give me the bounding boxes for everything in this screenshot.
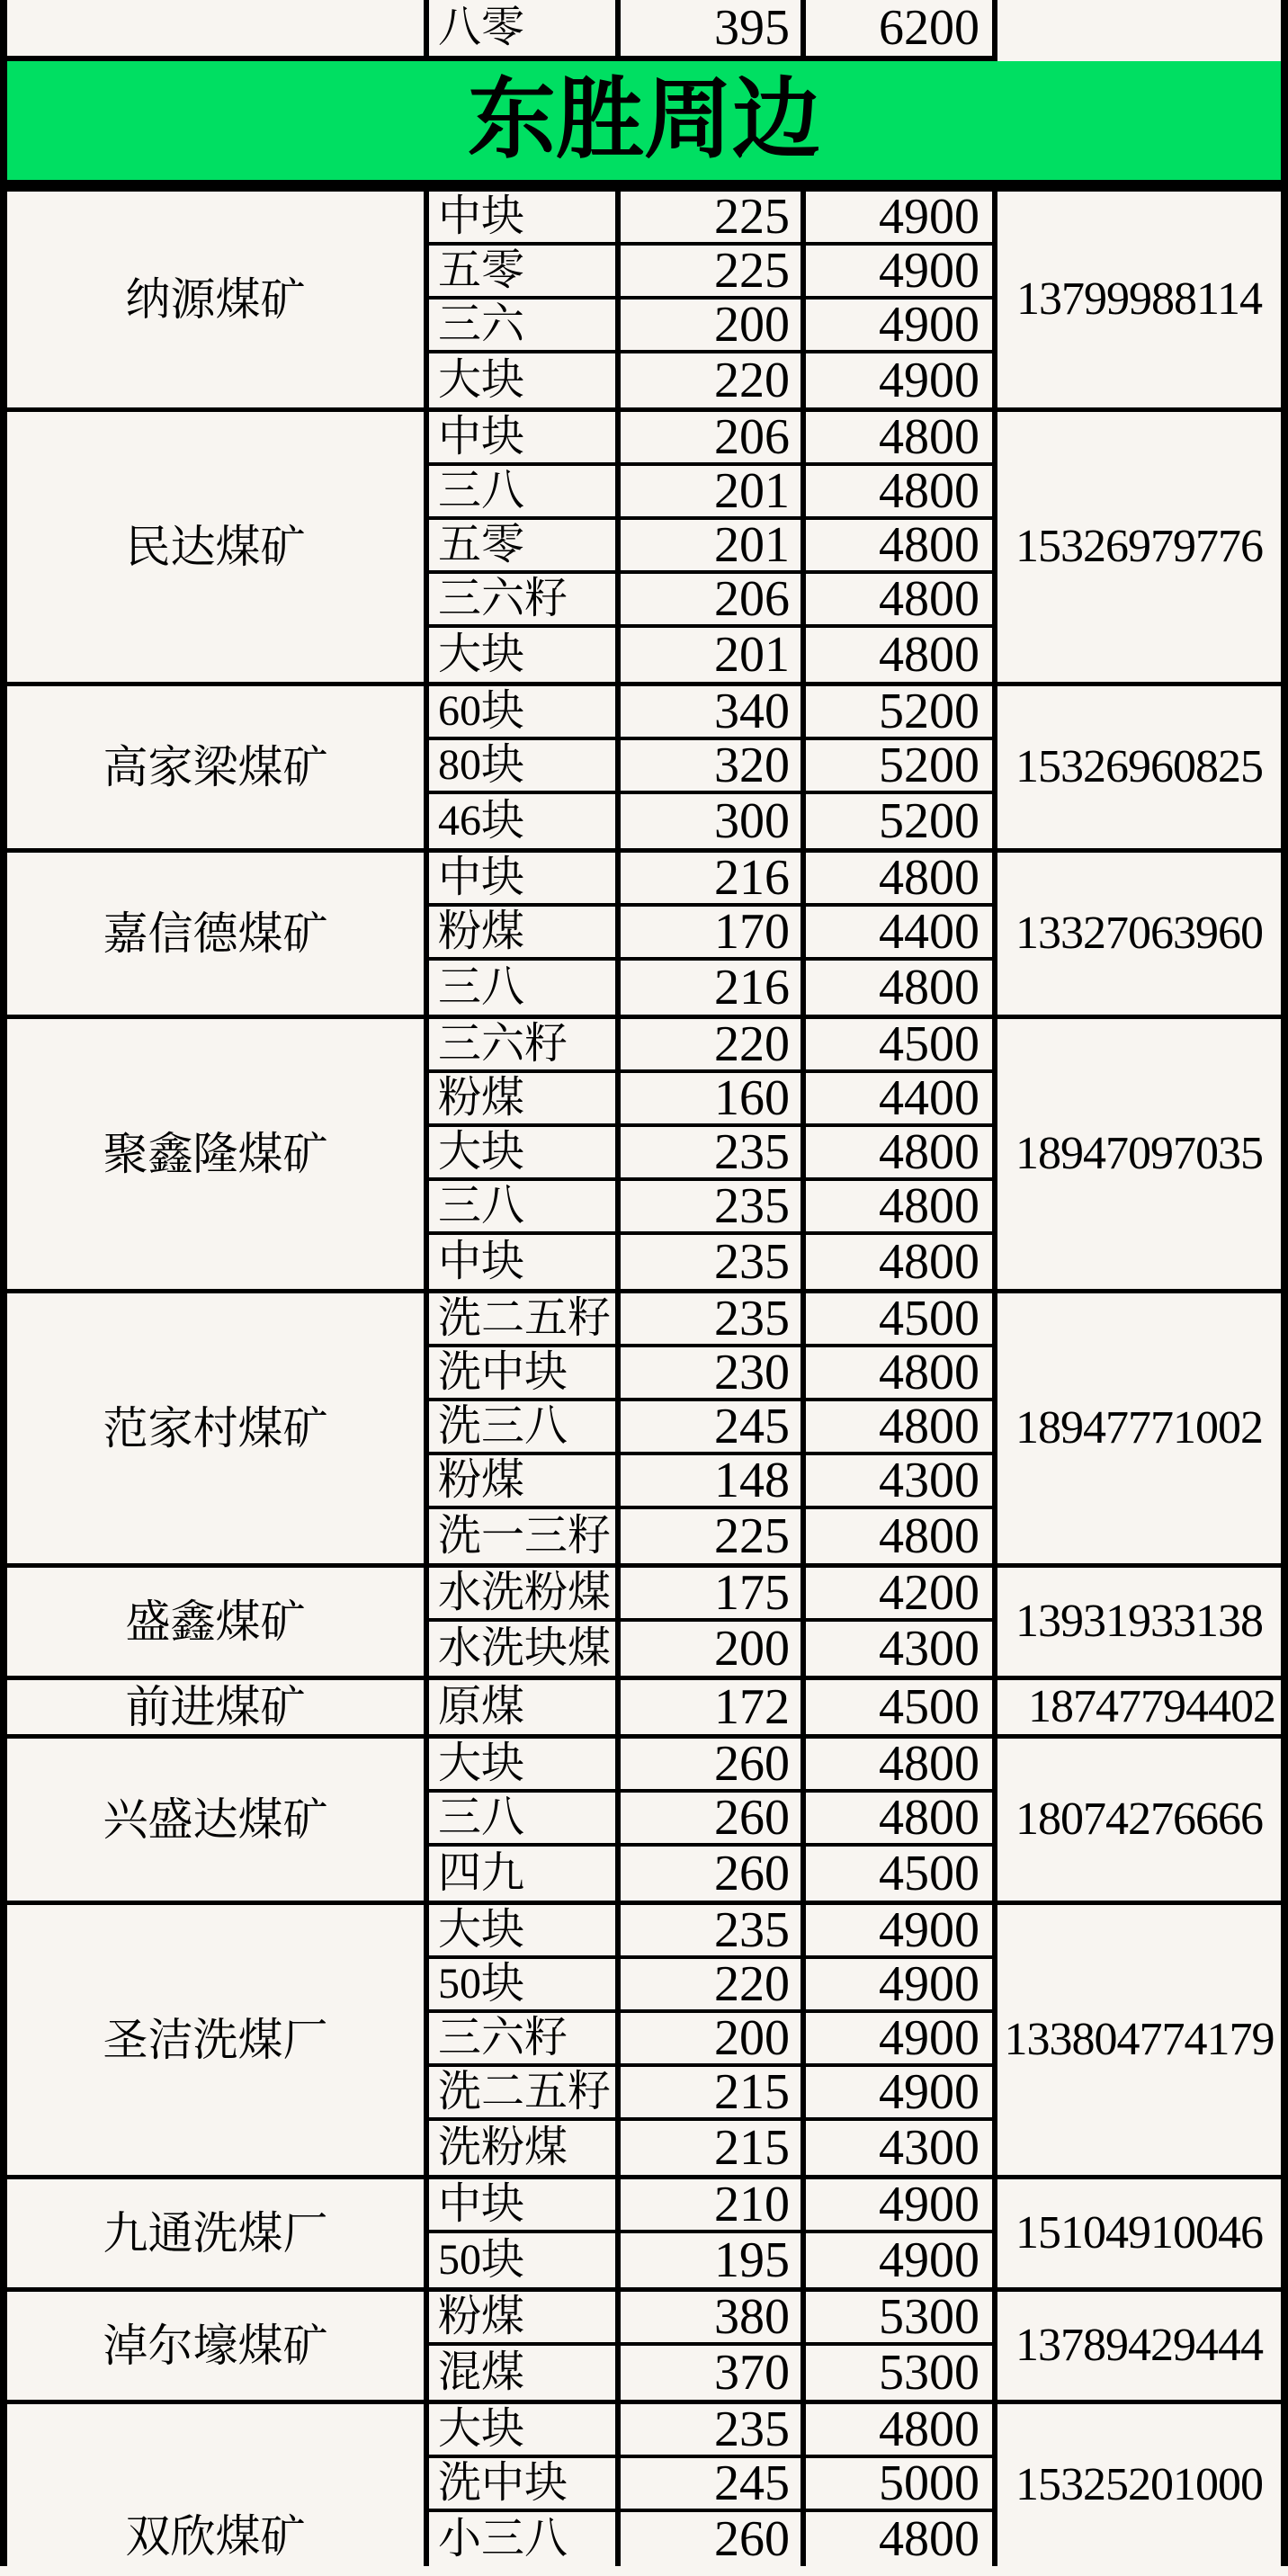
product-cell: 中块: [424, 192, 615, 246]
product-cell: 八零: [424, 0, 615, 61]
price-cell: 245: [615, 1401, 801, 1455]
mine-section: [0, 1563, 1288, 1676]
mine-name-cell: 聚鑫隆煤矿: [0, 1019, 424, 1289]
mine-section: [0, 1676, 1288, 1734]
calorific-cell: 4900: [801, 246, 992, 300]
calorific-cell: 4300: [801, 1455, 992, 1509]
mine-section: [0, 848, 1288, 1015]
price-cell: 216: [615, 853, 801, 907]
calorific-cell: 4900: [801, 353, 992, 407]
price-cell: 320: [615, 740, 801, 794]
mine-name-cell: 双欣煤矿: [0, 2404, 424, 2566]
phone-cell: 133804774179: [992, 1905, 1288, 2175]
mine-name-cell: 嘉信德煤矿: [0, 853, 424, 1015]
price-cell: 215: [615, 2121, 801, 2175]
calorific-cell: 4800: [801, 1127, 992, 1181]
calorific-cell: 5200: [801, 686, 992, 740]
product-cell: 小三八: [424, 2512, 615, 2566]
price-cell: 220: [615, 1959, 801, 2013]
table-row-partial: [0, 0, 1288, 61]
mine-section: [0, 2400, 1288, 2566]
phone-cell: 15104910046: [992, 2179, 1288, 2287]
mine-name-cell: [0, 0, 424, 61]
price-cell: 220: [615, 1019, 801, 1073]
calorific-cell: 4300: [801, 2121, 992, 2175]
product-cell: 粉煤: [424, 907, 615, 961]
phone-cell: 15326979776: [992, 412, 1288, 682]
price-cell: 230: [615, 1347, 801, 1401]
mine-name-cell: 淖尔壕煤矿: [0, 2292, 424, 2400]
price-cell: 220: [615, 353, 801, 407]
price-cell: 195: [615, 2233, 801, 2287]
product-cell: 四九: [424, 1847, 615, 1901]
phone-cell: 18947097035: [992, 1019, 1288, 1289]
product-cell: 粉煤: [424, 1073, 615, 1127]
price-cell: 201: [615, 466, 801, 520]
mine-name-cell: 纳源煤矿: [0, 192, 424, 407]
product-cell: 大块: [424, 628, 615, 682]
calorific-cell: 4800: [801, 1347, 992, 1401]
calorific-cell: 4800: [801, 1235, 992, 1289]
price-cell: 200: [615, 300, 801, 353]
product-cell: 五零: [424, 246, 615, 300]
calorific-cell: 4900: [801, 2013, 992, 2067]
price-cell: 175: [615, 1568, 801, 1622]
price-cell: 235: [615, 1905, 801, 1959]
product-cell: 洗二五籽: [424, 2067, 615, 2121]
calorific-cell: 6200: [801, 0, 992, 61]
phone-cell: 18747794402: [992, 1680, 1288, 1734]
calorific-cell: 4800: [801, 2512, 992, 2566]
phone-cell: 18074276666: [992, 1739, 1288, 1901]
product-cell: 洗一三籽: [424, 1509, 615, 1563]
mine-section: [0, 407, 1288, 682]
calorific-cell: 4900: [801, 2233, 992, 2287]
price-cell: 260: [615, 1739, 801, 1793]
price-cell: 201: [615, 520, 801, 574]
product-cell: 大块: [424, 1739, 615, 1793]
product-cell: 混煤: [424, 2346, 615, 2400]
calorific-cell: 4900: [801, 192, 992, 246]
product-cell: 三八: [424, 961, 615, 1015]
product-cell: 水洗粉煤: [424, 1568, 615, 1622]
phone-cell: 13799988114: [992, 192, 1288, 407]
calorific-cell: 4500: [801, 1680, 992, 1734]
price-cell: 201: [615, 628, 801, 682]
calorific-cell: 4800: [801, 1181, 992, 1235]
mine-section: [0, 2287, 1288, 2400]
product-cell: 洗中块: [424, 1347, 615, 1401]
product-cell: 洗二五籽: [424, 1293, 615, 1347]
calorific-cell: 4800: [801, 2404, 992, 2458]
price-cell: 210: [615, 2179, 801, 2233]
calorific-cell: 4900: [801, 1905, 992, 1959]
product-cell: 46块: [424, 794, 615, 848]
mine-section: [0, 1015, 1288, 1289]
mine-name-cell: 范家村煤矿: [0, 1293, 424, 1563]
calorific-cell: 4900: [801, 2067, 992, 2121]
price-cell: 245: [615, 2458, 801, 2512]
calorific-cell: 4800: [801, 1401, 992, 1455]
price-cell: 200: [615, 2013, 801, 2067]
calorific-cell: 4200: [801, 1568, 992, 1622]
product-cell: 中块: [424, 2179, 615, 2233]
calorific-cell: 4900: [801, 2179, 992, 2233]
calorific-cell: 5300: [801, 2346, 992, 2400]
calorific-cell: 4800: [801, 628, 992, 682]
calorific-cell: 4800: [801, 520, 992, 574]
calorific-cell: 4800: [801, 412, 992, 466]
product-cell: 大块: [424, 353, 615, 407]
phone-cell: 18947771002: [992, 1293, 1288, 1563]
product-cell: 三六: [424, 300, 615, 353]
product-cell: 原煤: [424, 1680, 615, 1734]
price-cell: 340: [615, 686, 801, 740]
price-cell: 235: [615, 2404, 801, 2458]
calorific-cell: 4800: [801, 961, 992, 1015]
calorific-cell: 4500: [801, 1293, 992, 1347]
region-title: 东胜周边: [467, 72, 820, 169]
calorific-cell: 4500: [801, 1019, 992, 1073]
price-cell: 235: [615, 1293, 801, 1347]
price-cell: 206: [615, 412, 801, 466]
mine-name-cell: 高家梁煤矿: [0, 686, 424, 848]
mine-section: [0, 1901, 1288, 2175]
mine-name-cell: 民达煤矿: [0, 412, 424, 682]
product-cell: 60块: [424, 686, 615, 740]
mine-section: [0, 187, 1288, 407]
product-cell: 洗粉煤: [424, 2121, 615, 2175]
price-cell: 395: [615, 0, 801, 61]
price-cell: 172: [615, 1680, 801, 1734]
product-cell: 中块: [424, 853, 615, 907]
calorific-cell: 4800: [801, 1793, 992, 1847]
price-cell: 215: [615, 2067, 801, 2121]
product-cell: 三六籽: [424, 1019, 615, 1073]
price-cell: 370: [615, 2346, 801, 2400]
calorific-cell: 4800: [801, 1739, 992, 1793]
price-cell: 200: [615, 1622, 801, 1676]
calorific-cell: 5200: [801, 794, 992, 848]
calorific-cell: 4400: [801, 907, 992, 961]
mine-name-cell: 兴盛达煤矿: [0, 1739, 424, 1901]
price-cell: 148: [615, 1455, 801, 1509]
region-header: [0, 61, 1288, 187]
price-cell: 170: [615, 907, 801, 961]
price-cell: 260: [615, 1847, 801, 1901]
price-cell: 225: [615, 246, 801, 300]
product-cell: 粉煤: [424, 2292, 615, 2346]
product-cell: 三八: [424, 466, 615, 520]
price-cell: 225: [615, 1509, 801, 1563]
calorific-cell: 4400: [801, 1073, 992, 1127]
phone-cell: 13327063960: [992, 853, 1288, 1015]
mine-name-cell: 圣洁洗煤厂: [0, 1905, 424, 2175]
price-cell: 216: [615, 961, 801, 1015]
calorific-cell: 4300: [801, 1622, 992, 1676]
price-cell: 206: [615, 574, 801, 628]
product-cell: 大块: [424, 1905, 615, 1959]
calorific-cell: 4800: [801, 1509, 992, 1563]
phone-cell: 15325201000: [992, 2404, 1288, 2566]
phone-cell: [992, 0, 1288, 61]
calorific-cell: 4900: [801, 300, 992, 353]
price-cell: 235: [615, 1235, 801, 1289]
mine-section: [0, 1734, 1288, 1901]
product-cell: 五零: [424, 520, 615, 574]
calorific-cell: 4500: [801, 1847, 992, 1901]
mine-name-cell: 九通洗煤厂: [0, 2179, 424, 2287]
mine-sections: [0, 187, 1288, 2566]
calorific-cell: 4800: [801, 574, 992, 628]
calorific-cell: 5300: [801, 2292, 992, 2346]
price-cell: 300: [615, 794, 801, 848]
product-cell: 粉煤: [424, 1455, 615, 1509]
product-cell: 三六籽: [424, 574, 615, 628]
calorific-cell: 4800: [801, 853, 992, 907]
mine-section: [0, 682, 1288, 848]
product-cell: 三六籽: [424, 2013, 615, 2067]
product-cell: 80块: [424, 740, 615, 794]
product-cell: 洗三八: [424, 1401, 615, 1455]
mine-name-cell: 前进煤矿: [0, 1680, 424, 1734]
product-cell: 水洗块煤: [424, 1622, 615, 1676]
product-cell: 50块: [424, 1959, 615, 2013]
mine-section: [0, 2175, 1288, 2287]
calorific-cell: 5200: [801, 740, 992, 794]
price-cell: 260: [615, 1793, 801, 1847]
product-cell: 三八: [424, 1793, 615, 1847]
product-cell: 50块: [424, 2233, 615, 2287]
price-cell: 225: [615, 192, 801, 246]
mine-section: [0, 1289, 1288, 1563]
mine-name-cell: 盛鑫煤矿: [0, 1568, 424, 1676]
calorific-cell: 4800: [801, 466, 992, 520]
product-cell: 大块: [424, 2404, 615, 2458]
product-cell: 三八: [424, 1181, 615, 1235]
price-cell: 235: [615, 1127, 801, 1181]
price-cell: 260: [615, 2512, 801, 2566]
product-cell: 大块: [424, 1127, 615, 1181]
calorific-cell: 5000: [801, 2458, 992, 2512]
price-cell: 235: [615, 1181, 801, 1235]
price-cell: 380: [615, 2292, 801, 2346]
product-cell: 洗中块: [424, 2458, 615, 2512]
phone-cell: 13931933138: [992, 1568, 1288, 1676]
product-cell: 中块: [424, 1235, 615, 1289]
phone-cell: 15326960825: [992, 686, 1288, 848]
calorific-cell: 4900: [801, 1959, 992, 2013]
price-cell: 160: [615, 1073, 801, 1127]
product-cell: 中块: [424, 412, 615, 466]
phone-cell: 13789429444: [992, 2292, 1288, 2400]
